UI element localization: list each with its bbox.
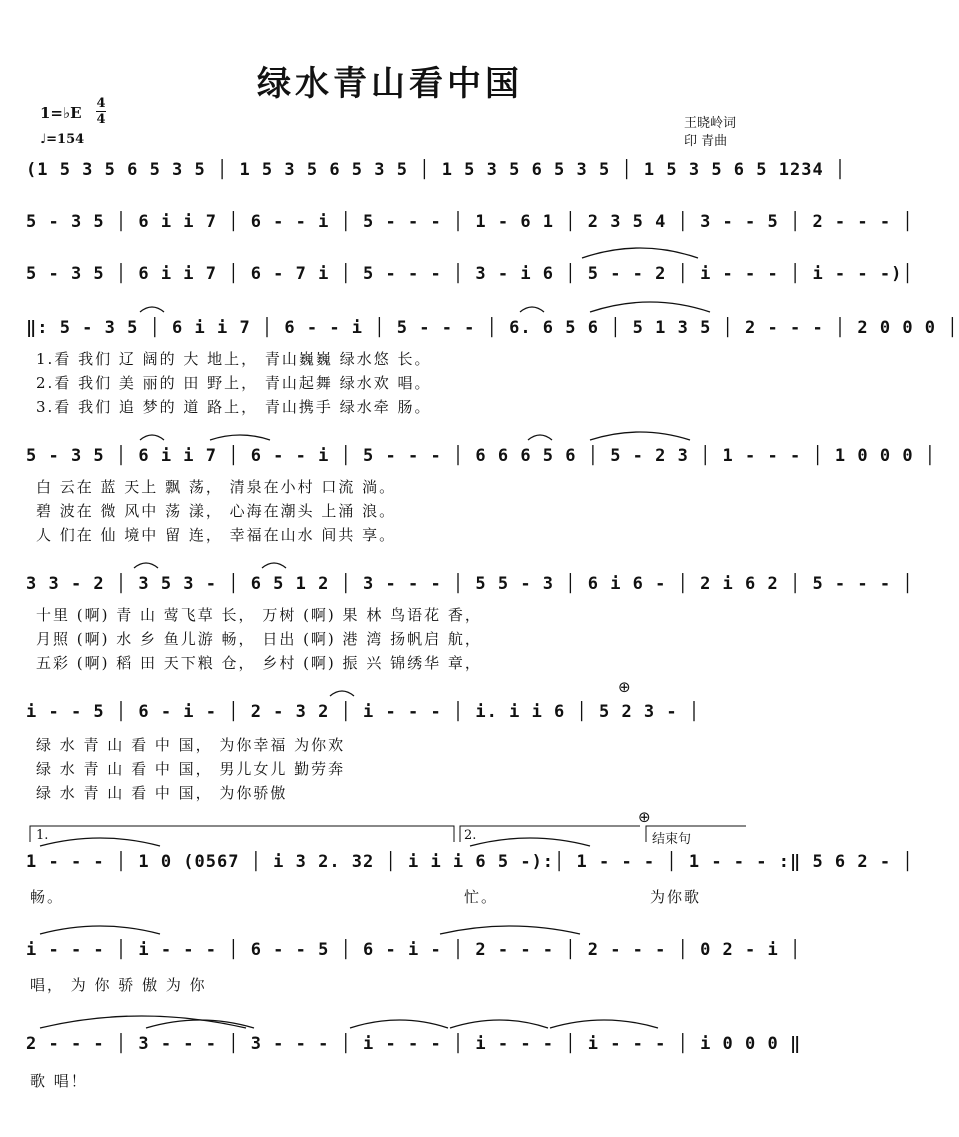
verse2-notes: 5 - 3 5 │ 6 i i 7 │ 6 - - i │ 5 - - - │ 6 6 6 5 6 │ 5 - 2 3 │ 1 - - - │ 1 0 0 0 │ bbox=[26, 446, 937, 466]
slur-verse2-a bbox=[140, 435, 164, 440]
tie-intro-end bbox=[582, 248, 698, 258]
tie-verse1-end bbox=[590, 302, 710, 312]
lyricist-credit: 王晓岭词 bbox=[684, 116, 737, 131]
intro-line-3: 5 - 3 5 │ 6 i i 7 │ 6 - 7 i │ 5 - - - │ 3 - i 6 │ 5 - - 2 │ i - - - │ i - - -)│ bbox=[26, 264, 914, 284]
tie-coda2-a bbox=[40, 1016, 246, 1028]
coda-lyric: 为你歌 bbox=[650, 888, 702, 906]
verse4-notes: i - - 5 │ 6 - i - │ 2 - 3 2 │ i - - - │ i. i i 6 │ 5 2 3 - │ bbox=[26, 702, 701, 722]
slur-verse2-b bbox=[210, 435, 270, 440]
composer-credit: 印 青曲 bbox=[684, 134, 728, 149]
slur-verse2-c bbox=[528, 435, 552, 440]
coda-bracket bbox=[646, 826, 746, 842]
coda-sign-1: ⊕ bbox=[618, 678, 631, 696]
verse1-lyric-2: 2.看 我们 美 丽的 田 野上， 青山起舞 绿水欢 唱。 bbox=[36, 374, 432, 392]
coda-label: 结束句 bbox=[652, 832, 692, 847]
endings-notes: 1 - - - │ 1 0 (0567 │ i 3 2. 32 │ i i i 6 5 -):│ 1 - - - │ 1 - - - :‖ 5 6 2 - │ bbox=[26, 852, 914, 872]
verse2-lyric-1: 白 云在 蓝 天上 飘 荡， 清泉在小村 口流 淌。 bbox=[36, 478, 397, 496]
time-signature-top: 4 bbox=[96, 96, 106, 111]
tie-coda2-e bbox=[550, 1020, 658, 1028]
key-signature: 1=♭E bbox=[40, 104, 82, 122]
intro-line-2: 5 - 3 5 │ 6 i i 7 │ 6 - - i │ 5 - - - │ 1 - 6 1 │ 2 3 5 4 │ 3 - - 5 │ 2 - - - │ bbox=[26, 212, 914, 232]
tie-endings-b bbox=[470, 838, 590, 846]
tie-coda1-b bbox=[440, 926, 580, 934]
verse4-lyric-3: 绿 水 青 山 看 中 国， 为你骄傲 bbox=[36, 784, 288, 802]
first-ending-marker: 1. bbox=[36, 828, 49, 843]
first-ending-lyric: 畅。 bbox=[30, 888, 65, 906]
verse3-lyric-3: 五彩 (啊) 稻 田 天下粮 仓， 乡村 (啊) 振 兴 锦绣华 章， bbox=[36, 654, 482, 672]
intro-line-1: (1 5 3 5 6 5 3 5 │ 1 5 3 5 6 5 3 5 │ 1 5 3 5 6 5 3 5 │ 1 5 3 5 6 5 1234 │ bbox=[26, 160, 847, 180]
verse2-lyric-3: 人 们在 仙 境中 留 连， 幸福在山水 间共 享。 bbox=[36, 526, 397, 544]
slur-verse1-b bbox=[520, 307, 544, 312]
coda-row-2-lyric: 歌 唱！ bbox=[30, 1072, 88, 1090]
coda-row-1-notes: i - - - │ i - - - │ 6 - - 5 │ 6 - i - │ 2 - - - │ 2 - - - │ 0 2 - i │ bbox=[26, 940, 802, 960]
verse1-notes: ‖: 5 - 3 5 │ 6 i i 7 │ 6 - - i │ 5 - - - │ 6. 6 5 6 │ 5 1 3 5 │ 2 - - - │ 2 0 0 0 │ bbox=[26, 318, 959, 338]
verse2-lyric-2: 碧 波在 微 风中 荡 漾， 心海在潮头 上涌 浪。 bbox=[36, 502, 397, 520]
verse3-lyric-1: 十里 (啊) 青 山 莺飞草 长， 万树 (啊) 果 林 鸟语花 香， bbox=[36, 606, 482, 624]
verse4-lyric-1: 绿 水 青 山 看 中 国， 为你幸福 为你欢 bbox=[36, 736, 346, 754]
slur-verse4-a bbox=[330, 691, 354, 696]
slur-verse3-a bbox=[134, 563, 158, 568]
verse3-notes: 3 3 - 2 │ 3 5 3 - │ 6 5 1 2 │ 3 - - - │ 5 5 - 3 │ 6 i 6 - │ 2 i 6 2 │ 5 - - - │ bbox=[26, 574, 914, 594]
coda-row-2-notes: 2 - - - │ 3 - - - │ 3 - - - │ i - - - │ i - - - │ i - - - │ i 0 0 0 ‖ bbox=[26, 1034, 802, 1054]
second-ending-lyric: 忙。 bbox=[464, 888, 499, 906]
song-title: 绿水青山看中国 bbox=[257, 64, 523, 104]
second-ending-bracket bbox=[460, 826, 640, 842]
tie-verse2-end bbox=[590, 432, 690, 440]
first-ending-bracket bbox=[30, 826, 454, 842]
tempo-marking: ♩=154 bbox=[40, 132, 85, 147]
coda-row-1-lyric: 唱， 为 你 骄 傲 为 你 bbox=[30, 976, 207, 994]
verse4-lyric-2: 绿 水 青 山 看 中 国， 男儿女儿 勤劳奔 bbox=[36, 760, 346, 778]
tie-coda1-a bbox=[40, 926, 160, 934]
verse1-lyric-3: 3.看 我们 追 梦的 道 路上， 青山携手 绿水牵 肠。 bbox=[36, 398, 432, 416]
slur-verse1-a bbox=[140, 307, 164, 312]
coda-sign-2: ⊕ bbox=[638, 808, 651, 826]
second-ending-marker: 2. bbox=[464, 828, 477, 843]
verse3-lyric-2: 月照 (啊) 水 乡 鱼儿游 畅， 日出 (啊) 港 湾 扬帆启 航， bbox=[36, 630, 482, 648]
tie-coda2-d bbox=[450, 1020, 548, 1028]
verse1-lyric-1: 1.看 我们 辽 阔的 大 地上， 青山巍巍 绿水悠 长。 bbox=[36, 350, 432, 368]
time-signature-bottom: 4 bbox=[96, 112, 106, 127]
slur-verse3-b bbox=[262, 563, 286, 568]
tie-endings-a bbox=[40, 838, 160, 846]
tie-coda2-c bbox=[350, 1020, 448, 1028]
